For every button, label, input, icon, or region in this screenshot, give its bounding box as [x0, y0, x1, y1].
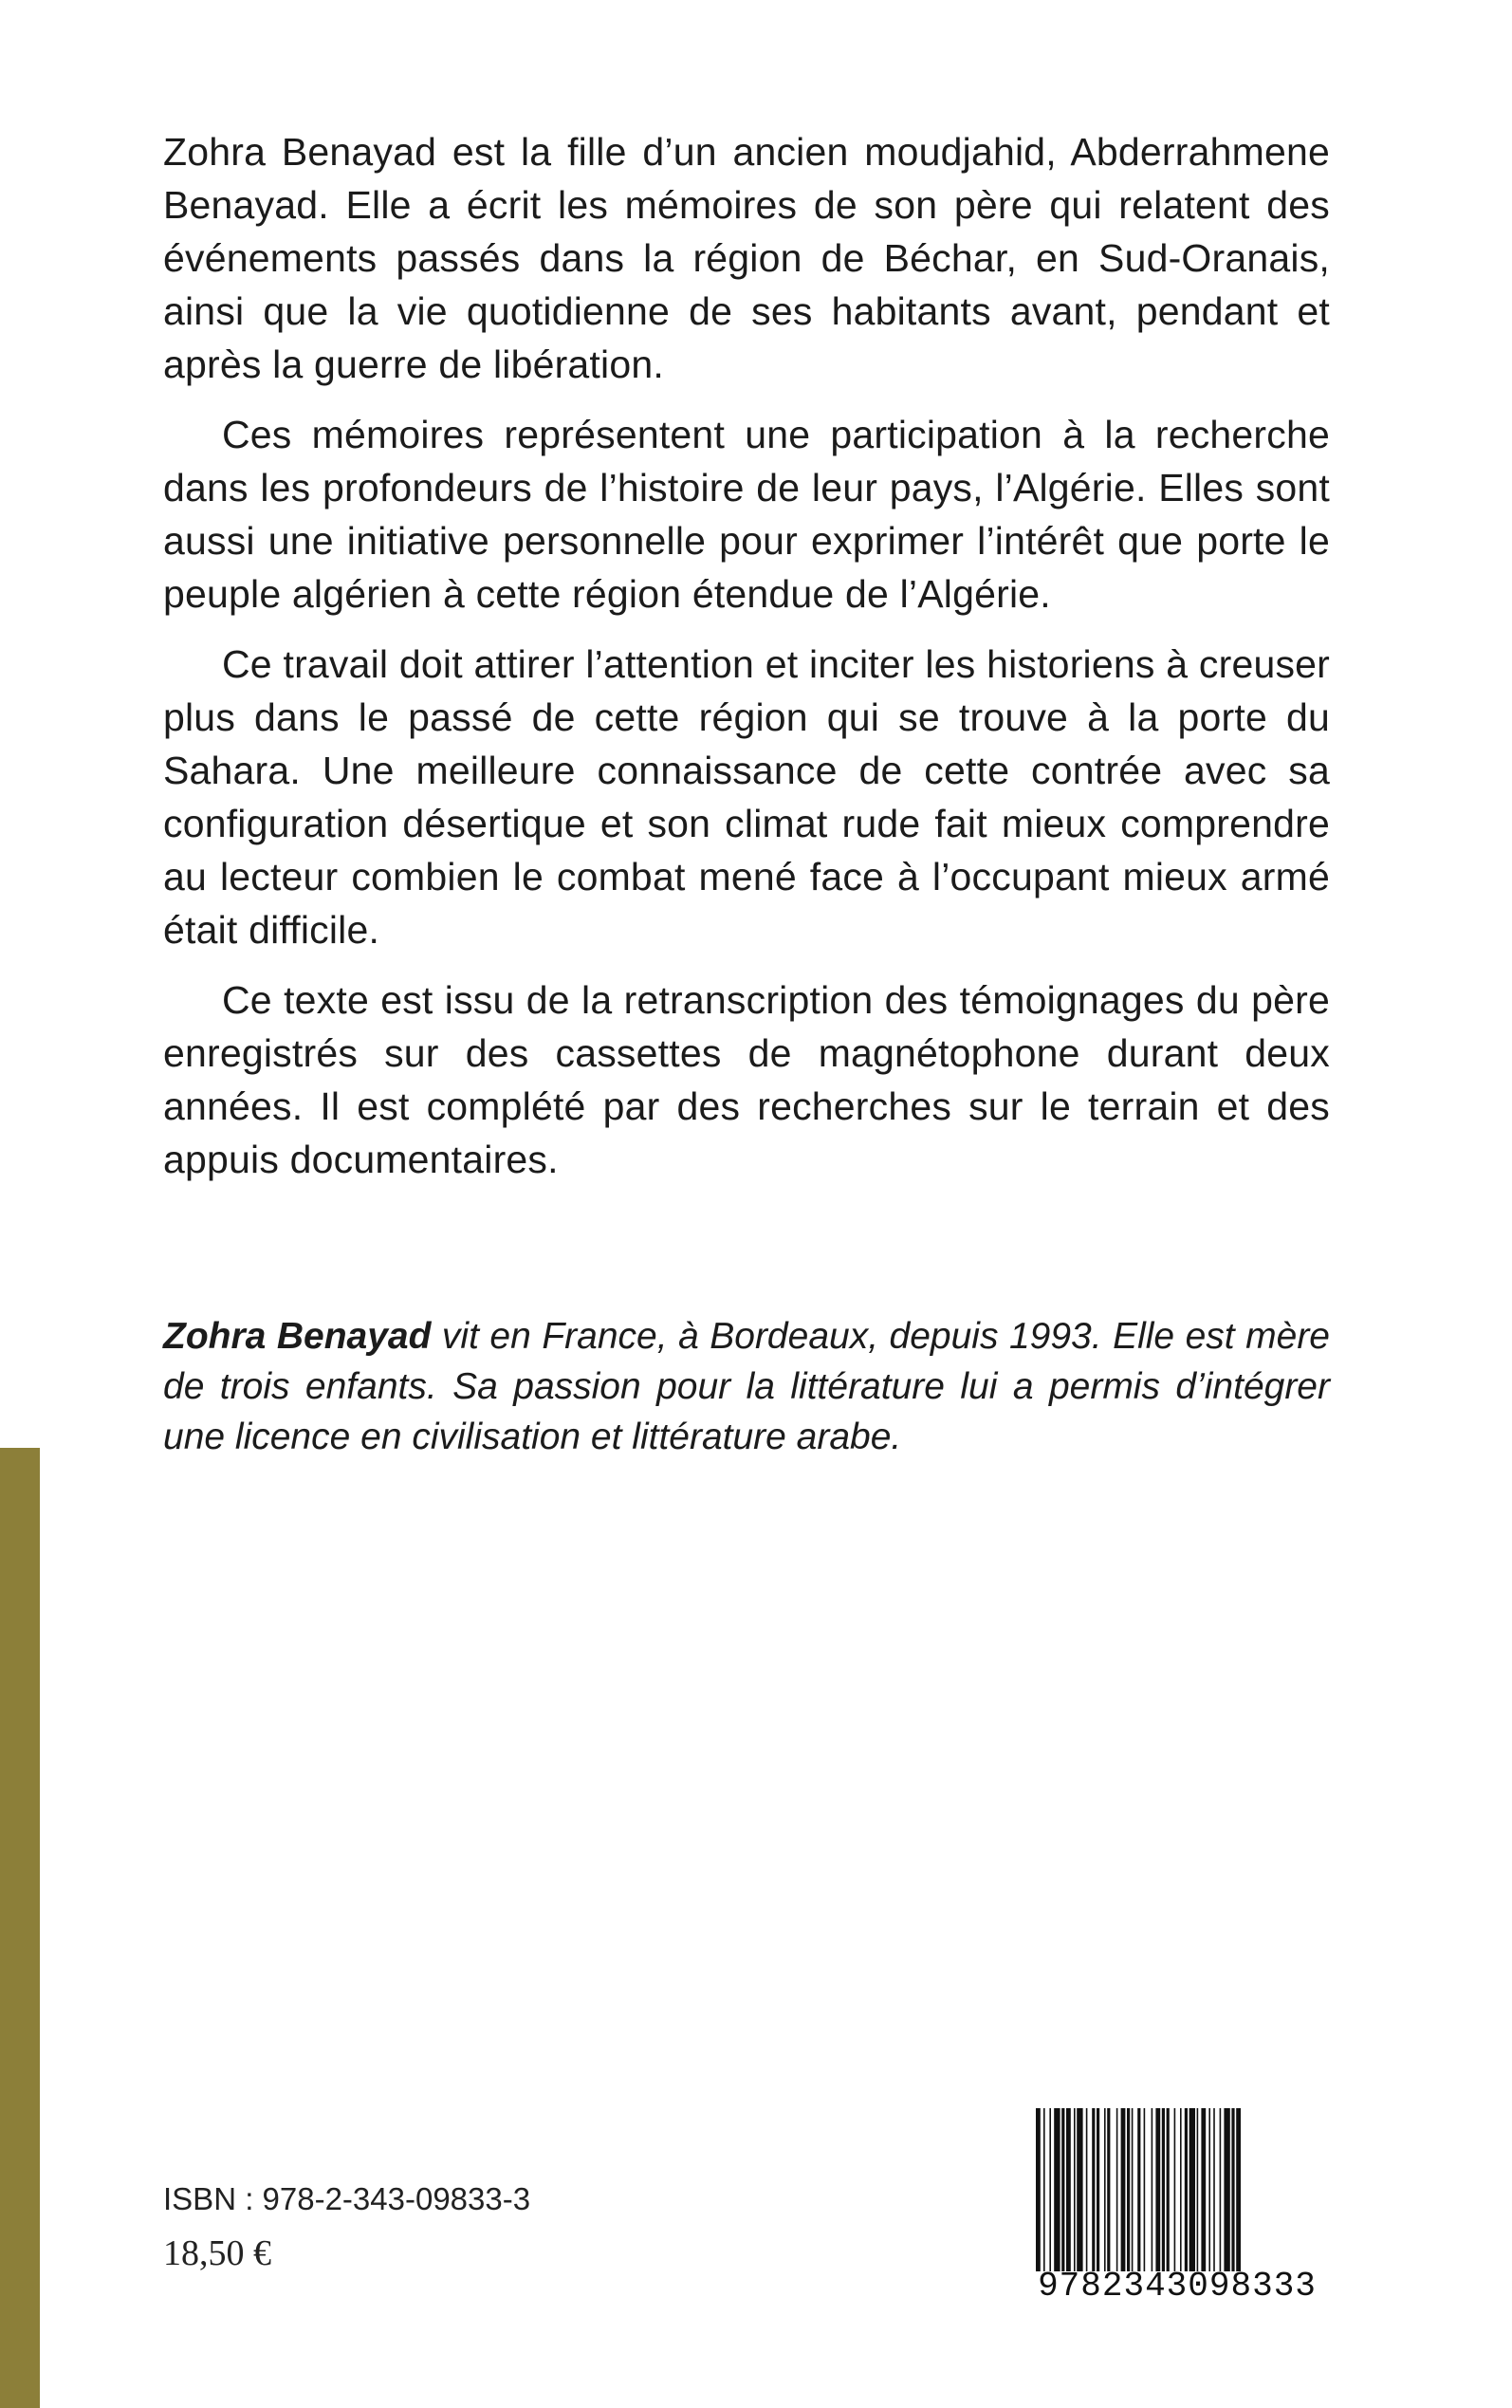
barcode-bar — [1077, 2108, 1082, 2271]
barcode-bar — [1220, 2108, 1222, 2271]
summary-paragraph-4: Ce texte est issu de la retranscription des témoignages du père enregistrés sur des cassettes de magnétophone durant deux années. Il est complété par des recherches sur le terrain et des appuis documentaires. — [163, 978, 1330, 1181]
barcode-bar — [1224, 2108, 1229, 2271]
barcode-bar — [1061, 2108, 1064, 2271]
back-cover-summary — [163, 125, 1330, 1203]
barcode — [1032, 2108, 1322, 2311]
barcode-bar — [1144, 2108, 1146, 2271]
barcode-bar — [1197, 2108, 1199, 2271]
barcode-bar — [1236, 2108, 1241, 2271]
barcode-bar — [1049, 2108, 1051, 2271]
barcode-bar — [1127, 2108, 1130, 2271]
barcode-bar — [1116, 2108, 1118, 2271]
author-bio — [163, 1311, 1330, 1462]
summary-paragraph-3: Ce travail doit attirer l’attention et inciter les historiens à creuser plus dans le passé de cette région qui se trouve à la porte du Sahara. Une meilleure connaissance de cette contrée avec sa configuration désertique et son climat rude fait mieux comprendre au lecteur combien le combat mené face à l’occupant mieux armé était difficile. — [163, 642, 1330, 952]
barcode-bar — [1132, 2108, 1134, 2271]
price-label: 18,50 € — [163, 2233, 271, 2273]
barcode-bar — [1174, 2108, 1176, 2271]
barcode-bar — [1231, 2108, 1234, 2271]
barcode-bar — [1066, 2108, 1071, 2271]
barcode-bar — [1097, 2108, 1099, 2271]
barcode-bar — [1137, 2108, 1140, 2271]
barcode-bar — [1189, 2108, 1195, 2271]
barcode-bar — [1213, 2108, 1215, 2271]
barcode-bar — [1162, 2108, 1165, 2271]
isbn-label: ISBN : 978-2-343-09833-3 — [163, 2181, 531, 2216]
barcode-bar — [1086, 2108, 1088, 2271]
barcode-digits: 9782343098333 — [1038, 2267, 1317, 2306]
summary-paragraph-2: Ces mémoires représentent une participation à la recherche dans les profondeurs de l’histoire de leur pays, l’Algérie. Elles sont aussi une initiative personnelle pour exprimer l’intérêt que porte le peuple algérien à cette région étendue de l’Algérie. — [163, 413, 1330, 616]
barcode-bar — [1092, 2108, 1095, 2271]
barcode-bar — [1201, 2108, 1206, 2271]
barcode-bar — [1185, 2108, 1188, 2271]
barcode-bar — [1043, 2108, 1045, 2271]
barcode-bars — [1032, 2108, 1322, 2271]
barcode-bar — [1104, 2108, 1106, 2271]
author-name: Zohra Benayad — [163, 1316, 432, 1357]
barcode-bar — [1054, 2108, 1060, 2271]
barcode-bar — [1167, 2108, 1170, 2271]
author-bio-text: vit en France, à Bordeaux, depuis 1993. Elle est mère de trois enfants. Sa passion pour la littérature lui a permis d’intégrer une licence en civilisation et littérature arabe. — [163, 1316, 1330, 1457]
summary-paragraph-1: Zohra Benayad est la fille d’un ancien moudjahid, Abderrahmene Benayad. Elle a écrit les mémoires de son père qui relatent des événements passés dans la région de Béchar, en Sud-Oranais, ainsi que la vie quotidienne de ses habitants avant, pendant et après la guerre de libération. — [163, 130, 1330, 386]
barcode-bar — [1107, 2108, 1110, 2271]
barcode-bar — [1074, 2108, 1076, 2271]
barcode-bar — [1152, 2108, 1153, 2271]
barcode-bar — [1036, 2108, 1041, 2271]
side-color-band — [0, 1448, 40, 2408]
barcode-bar — [1121, 2108, 1126, 2271]
barcode-bar — [1180, 2108, 1182, 2271]
barcode-bar — [1208, 2108, 1210, 2271]
barcode-bar — [1155, 2108, 1160, 2271]
